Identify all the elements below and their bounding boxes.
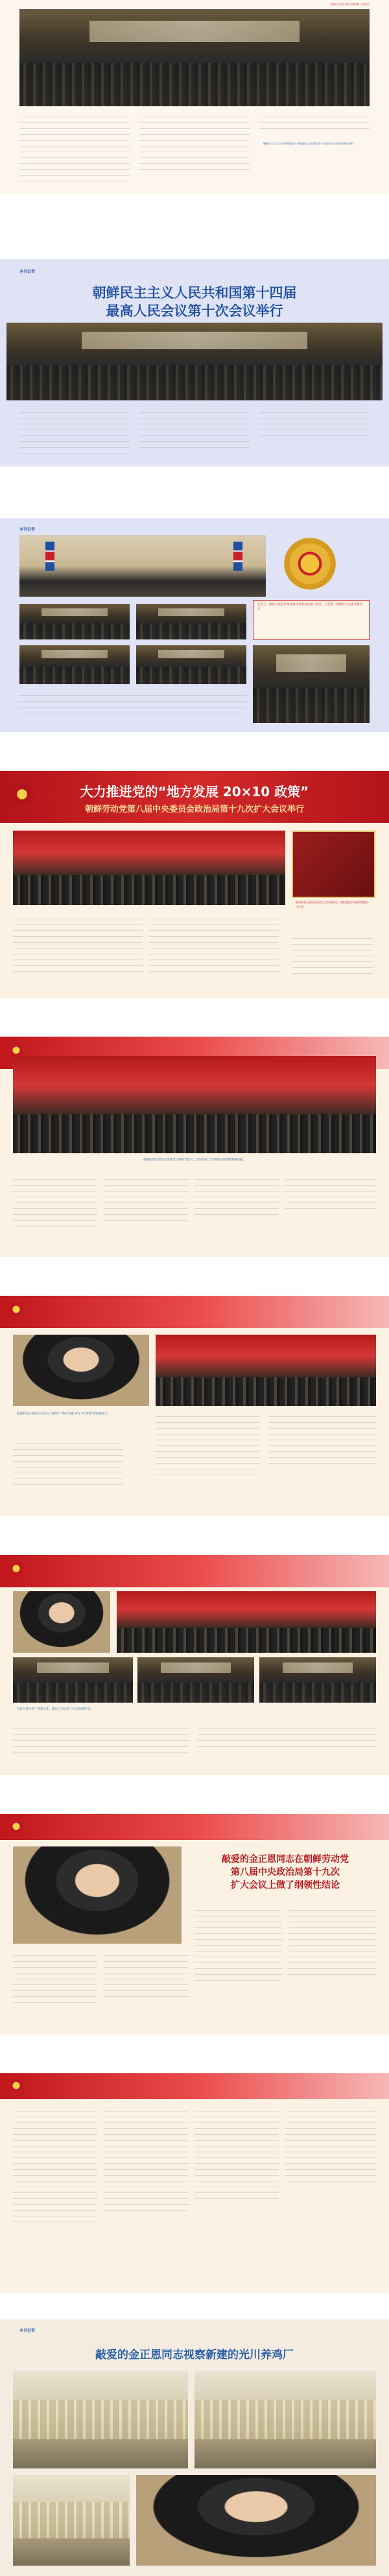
page-8-title-line-3: 扩大会议上做了纲领性结论 [231,1880,340,1891]
page-4-article-col-2 [149,914,279,988]
page-3 [0,518,389,732]
page-2 [0,259,389,466]
page-6-caption: 敲爱的金正恩同志在会议上阐明了“地方发展 20×10 政策”的重要意义。 [17,1412,111,1416]
page-5-article-col-3 [194,1174,279,1245]
page-7-article-col-2 [198,1723,376,1765]
report-book-photo [292,831,375,898]
page-3-tag: 本刊记者 [19,527,36,532]
page-8-article-col-3 [194,1905,282,2025]
page-5-caption: 敲爱的金正恩同志出席会议并指导会议。会议讨论了贯彻落实党的政策的问题。 [143,1158,246,1162]
page-7-red-banner [0,1555,389,1587]
leader-photo-1 [13,1591,110,1653]
page-9-article-col-2 [104,2106,188,2284]
delegates-photo-2 [137,1657,254,1703]
page-2-article-col-2 [139,407,250,459]
page-4-article-col-1 [13,914,143,988]
poultry-farm-photo-3 [13,2475,130,2566]
page-8 [0,1814,389,2034]
enlarged-meeting-photo [13,1056,376,1153]
page-2-title-line-2: 最高人民会议第十次会议举行 [106,303,283,319]
leader-inspection-photo [136,2475,376,2566]
page-6-article-col-2 [156,1411,259,1505]
session-wide-photo-2 [136,645,246,684]
page-9-article-col-4 [285,2106,376,2284]
page-5-article-col-4 [285,1174,376,1245]
page-8-title-line-2: 第八届中央政治局第十九次 [231,1867,340,1878]
politburo-meeting-photo [13,831,285,905]
page-10 [0,2319,389,2576]
state-emblem [284,538,336,590]
page-1-article-col-2 [139,111,250,183]
page-6-red-banner [0,1296,389,1328]
page-10-tag: 本刊记者 [19,2329,36,2333]
page-5-article-col-1 [13,1174,97,1245]
page-2-title-line-1: 朝鲜民主主义人民共和国第十四届 [92,285,297,301]
page-8-article-col-4 [289,1905,376,2025]
page-6-article-col-1 [13,1438,123,1506]
page-9 [0,2073,389,2294]
party-emblem-icon [9,2078,23,2093]
leader-speech-photo [13,1335,149,1406]
poultry-farm-photo-1 [13,2371,188,2468]
page-2-tag: 本刊记者 [19,270,36,274]
page-1-header: 最高人民会议第十四届第十次会议 [331,3,370,6]
page-3-article [19,690,246,722]
page-1 [0,0,389,194]
leader-portrait-photo [13,1846,182,1944]
page-9-article-col-1 [13,2106,97,2284]
page-2-article-col-3 [259,407,370,459]
assembly-hall-photo [19,9,370,106]
podium-photo [19,535,266,597]
page-4-title-line-1: 大力推进党的“地方发展 20×10 政策” [80,784,309,799]
page-4 [0,771,389,998]
page-10-title: 敲爱的金正恩同志视察新建的光川养鸡厂 [95,2349,294,2362]
party-emblem-icon [9,1561,23,1576]
meeting-hall-photo [117,1591,376,1653]
voting-photo [136,604,246,639]
session-photo [6,323,383,400]
page-8-article-col-1 [13,1950,97,2025]
page-5-article-col-2 [104,1174,188,1245]
page-4-book-caption: 敲爱的金正恩同志在会议上发表讲话，对推进地方发展政策提出了任务。 [296,901,368,908]
party-emblem-icon [9,1043,23,1057]
page-8-title [194,1853,376,1892]
poultry-farm-photo-2 [194,2371,376,2468]
page-2-article-col-1 [19,407,130,459]
page-9-red-banner [0,2073,389,2099]
session-wide-photo-3 [253,645,370,723]
page-7-caption: 会议分析评价了各项工作，提出了今后的工作方向和任务。 [17,1708,93,1711]
page-8-title-line-1: 敲爱的金正恩同志在朝鲜劳动党 [222,1854,349,1865]
delegates-photo [19,604,130,639]
page-4-title-line-2: 朝鲜劳动党第八届中央委员会政治局第十九次扩大会议举行 [84,805,304,814]
page-8-article-col-2 [104,1950,188,2025]
page-1-article-col-1 [19,111,130,183]
page-5 [0,1037,389,1257]
page-8-red-banner [0,1814,389,1840]
delegates-photo-3 [259,1657,376,1703]
session-wide-photo-1 [19,645,130,684]
delegates-photo-1 [13,1657,133,1703]
presidium-photo [156,1335,376,1406]
page-4-article-col-3 [292,933,373,988]
page-3-quote: 在会上，最高人民会议常任委员会委员长做了报告，与会者一致通过有关法令和决定。 [253,600,370,640]
page-1-caption: 朝鲜民主主义人民共和国第十四届最高人民会议第十次会议在万寿台议事堂举行 [263,142,354,145]
page-1-article-col-3 [259,111,370,137]
page-6 [0,1296,389,1516]
party-emblem-icon [9,1302,23,1317]
page-7-article-col-1 [13,1723,188,1765]
page-6-article-col-3 [269,1411,376,1505]
page-9-article-col-3 [194,2106,279,2284]
page-7 [0,1555,389,1775]
party-emblem-icon [9,1819,23,1834]
